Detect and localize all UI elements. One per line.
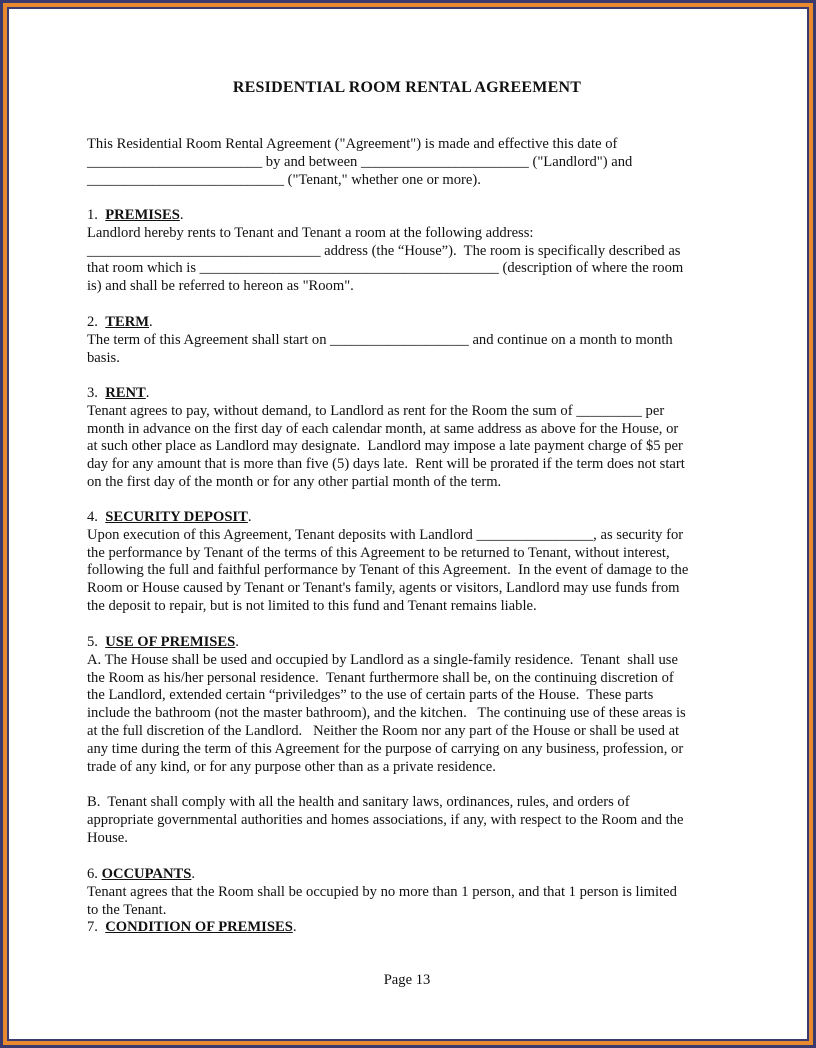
section-heading: 3. RENT.	[87, 385, 150, 401]
use-line: A. The House shall be used and occupied by Landlord as a single-family residence. Tenant shall use	[87, 651, 678, 668]
use-b-line: House.	[87, 829, 128, 846]
use-line: any time during the term of this Agreement for the purpose of carrying on any business, profession, or	[87, 740, 684, 757]
rent-line: month in advance on the first day of each calendar month, at same address as above for the House, or	[87, 420, 679, 437]
term-line: basis.	[87, 349, 120, 366]
intro-line: ___________________________ ("Tenant," whether one or more).	[87, 171, 481, 188]
page-number: Page 13	[383, 972, 431, 988]
premises-line: is) and shall be referred to hereon as "Room".	[87, 278, 354, 295]
intro-paragraph	[87, 136, 739, 189]
term-heading: TERM	[105, 314, 150, 330]
premises-line: ________________________________ address (the “House”). The room is specifically described as	[87, 242, 681, 259]
section-heading: 6. OCCUPANTS.	[87, 866, 195, 882]
premises-line: that room which is _________________________________________ (description of where the room	[87, 260, 684, 277]
section-condition	[87, 919, 739, 937]
section-heading: 2. TERM.	[87, 314, 153, 330]
document-page	[9, 9, 807, 1039]
rent-line: Tenant agrees to pay, without demand, to Landlord as rent for the Room the sum of _________ per	[87, 402, 665, 419]
term-line: The term of this Agreement shall start on ___________________ and continue on a month to month	[87, 331, 673, 348]
occupants-heading: OCCUPANTS	[101, 866, 192, 882]
condition-heading: CONDITION OF PREMISES	[105, 919, 293, 935]
premises-line: Landlord hereby rents to Tenant and Tenant a room at the following address:	[87, 224, 534, 241]
intro-line: ________________________ by and between _______________________ ("Landlord") and	[87, 153, 633, 170]
occupants-line: to the Tenant.	[87, 901, 167, 918]
section-heading: 5. USE OF PREMISES.	[87, 634, 239, 650]
rent-heading: RENT	[105, 385, 146, 401]
document-title: RESIDENTIAL ROOM RENTAL AGREEMENT	[232, 79, 582, 96]
deposit-heading: SECURITY DEPOSIT	[105, 509, 248, 525]
section-heading: 4. SECURITY DEPOSIT.	[87, 509, 252, 525]
section-occupants	[87, 866, 739, 919]
intro-line: This Residential Room Rental Agreement ("Agreement") is made and effective this date of	[87, 136, 618, 152]
deposit-line: Room or House caused by Tenant or Tenant's family, agents or visitors, Landlord may use funds from	[87, 580, 680, 597]
use-paragraph-b	[87, 794, 739, 847]
rent-line: at such other place as Landlord may designate. Landlord may impose a late payment charge of $5 per	[87, 438, 683, 455]
section-security-deposit	[87, 509, 739, 616]
premises-heading: PREMISES	[105, 207, 180, 223]
use-b-line: appropriate governmental authorities and homes associations, if any, with respect to the Room and the	[87, 811, 684, 828]
section-heading: 1. PREMISES.	[87, 207, 184, 223]
deposit-line: the deposit to repair, but is not limited to this fund and Tenant remains liable.	[87, 597, 537, 614]
section-use-of-premises	[87, 634, 739, 776]
deposit-line: Upon execution of this Agreement, Tenant deposits with Landlord ________________, as security for	[87, 526, 684, 543]
use-line: trade of any kind, or for any purpose other than as a private residence.	[87, 758, 496, 775]
rent-line: day for any amount that is more than five (5) days late. Rent will be prorated if the term does not start	[87, 456, 685, 473]
deposit-line: the performance by Tenant of the terms of this Agreement to be returned to Tenant, without interest,	[87, 544, 670, 561]
use-heading: USE OF PREMISES	[105, 634, 236, 650]
use-line: the Landlord, extended certain “priviledges” to the use of certain parts of the House. These parts	[87, 687, 654, 704]
use-line: at the full discretion of the Landlord. Neither the Room nor any part of the House or shall be used at	[87, 722, 680, 739]
use-line: include the bathroom (not the master bathroom), and the kitchen. The continuing use of these areas is	[87, 705, 686, 722]
section-term	[87, 314, 739, 367]
use-b-line: B. Tenant shall comply with all the health and sanitary laws, ordinances, rules, and orders of	[87, 794, 630, 810]
section-premises	[87, 207, 739, 296]
deposit-line: following the full and faithful performance by Tenant of this Agreement. In the event of damage to the	[87, 562, 689, 579]
occupants-line: Tenant agrees that the Room shall be occupied by no more than 1 person, and that 1 person is limited	[87, 883, 677, 900]
rent-line: on the first day of the month or for any other partial month of the term.	[87, 473, 502, 490]
use-line: the Room as his/her personal residence. Tenant furthermore shall be, on the continuing discretion of	[87, 669, 674, 686]
section-heading: 7. CONDITION OF PREMISES.	[87, 919, 297, 935]
section-rent	[87, 385, 739, 492]
